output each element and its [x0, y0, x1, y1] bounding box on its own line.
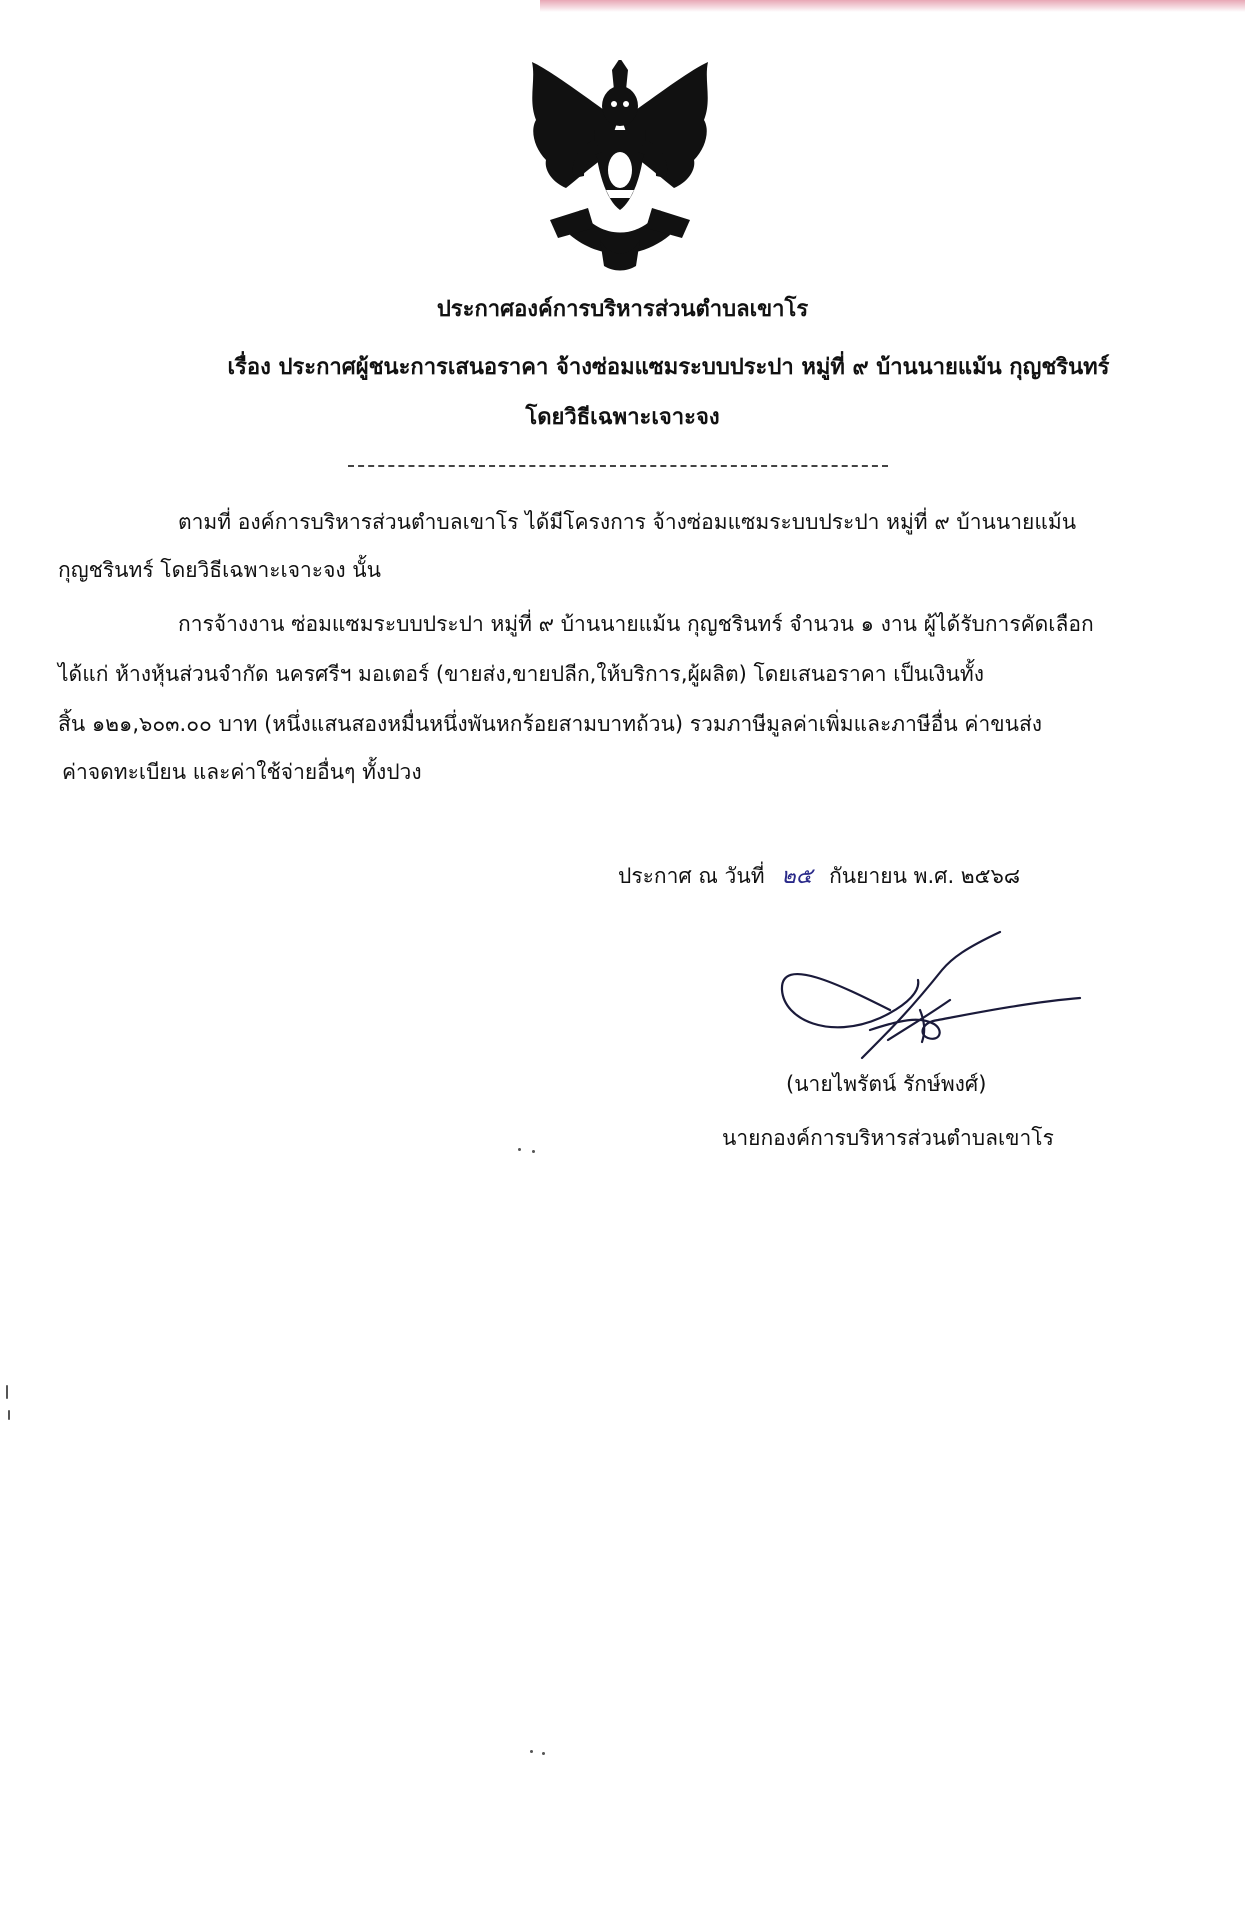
scan-speck [6, 1385, 8, 1399]
scan-speck [8, 1410, 10, 1420]
signer-name: (นายไพรัตน์ รักษ์พงศ์) [786, 1072, 987, 1096]
paragraph-2-line-1: การจ้างงาน ซ่อมแซมระบบประปา หมู่ที่ ๙ บ้านนายแม้น กุญชรินทร์ จำนวน ๑ งาน ผู้ได้รับการคัดเลือก [178, 612, 1094, 636]
date-day-handwritten: ๒๕ [781, 864, 813, 889]
signer-title: นายกองค์การบริหารส่วนตำบลเขาโร [722, 1126, 1054, 1150]
procurement-method: โดยวิธีเฉพาะเจาะจง [525, 405, 720, 430]
garuda-emblem-icon [510, 60, 730, 275]
announcement-date [618, 862, 1020, 891]
paper-edge-tint [540, 0, 1245, 12]
date-prefix: ประกาศ ณ วันที่ [618, 864, 765, 888]
scan-speck [542, 1752, 545, 1755]
scan-speck [518, 1148, 521, 1151]
signature-icon [770, 930, 1090, 1060]
scan-speck [532, 1150, 535, 1153]
paragraph-2-line-2: ได้แก่ ห้างหุ้นส่วนจำกัด นครศรีฯ มอเตอร์ (ขายส่ง,ขายปลีก,ให้บริการ,ผู้ผลิต) โดยเสนอราคา เป็นเงินทั้ง [58, 662, 984, 686]
paragraph-2-line-3: สิ้น ๑๒๑,๖๐๓.๐๐ บาท (หนึ่งแสนสองหมื่นหนึ่งพันหกร้อยสามบาทถ้วน) รวมภาษีมูลค่าเพิ่มและภาษีอื่น ค่าขนส่ง [58, 712, 1043, 736]
scan-speck [530, 1750, 533, 1753]
paragraph-2-line-4: ค่าจดทะเบียน และค่าใช้จ่ายอื่นๆ ทั้งปวง [62, 760, 422, 784]
paragraph-1-line-1: ตามที่ องค์การบริหารส่วนตำบลเขาโร ได้มีโครงการ จ้างซ่อมแซมระบบประปา หมู่ที่ ๙ บ้านนายแม้น [178, 510, 1077, 534]
date-month-year: กันยายน พ.ศ. ๒๕๖๘ [829, 864, 1021, 888]
dashed-divider [348, 465, 888, 467]
paragraph-1-line-2: กุญชรินทร์ โดยวิธีเฉพาะเจาะจง นั้น [58, 558, 382, 582]
announcement-subject: เรื่อง ประกาศผู้ชนะการเสนอราคา จ้างซ่อมแซมระบบประปา หมู่ที่ ๙ บ้านนายแม้น กุญชรินทร์ [227, 355, 1110, 380]
announcement-title: ประกาศองค์การบริหารส่วนตำบลเขาโร [436, 297, 809, 322]
